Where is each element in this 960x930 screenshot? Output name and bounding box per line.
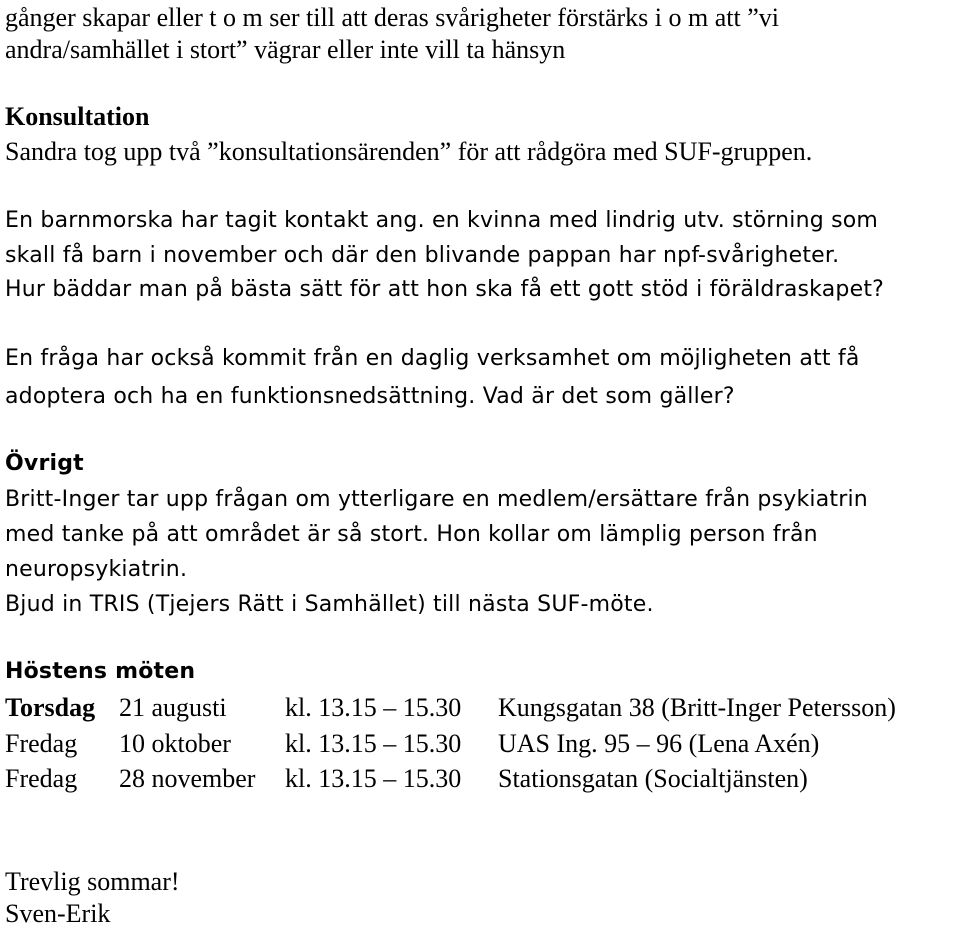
ovrigt-heading: Övrigt — [5, 451, 84, 476]
konsultation-intro: Sandra tog upp två ”konsultationsärenden” för att rådgöra med SUF-gruppen. — [5, 137, 813, 166]
case1-line-3: Hur bäddar man på bästa sätt för att hon ska få ett gott stöd i föräldraskapet? — [5, 277, 885, 302]
ovrigt-line-2: med tanke på att området är så stort. Hon kollar om lämplig person från — [5, 522, 818, 547]
meeting-place: Stationsgatan (Socialtjänsten) — [498, 764, 808, 793]
meeting-place: UAS Ing. 95 – 96 (Lena Axén) — [498, 729, 820, 758]
case1-line-1: En barnmorska har tagit kontakt ang. en kvinna med lindrig utv. störning som — [5, 208, 879, 233]
ovrigt-line-1: Britt-Inger tar upp frågan om ytterligare en medlem/ersättare från psykiatrin — [5, 487, 868, 512]
meetings-heading: Höstens möten — [5, 659, 196, 684]
meeting-time: kl. 13.15 – 15.30 — [285, 729, 462, 758]
meeting-time: kl. 13.15 – 15.30 — [285, 764, 462, 793]
tris-line: Bjud in TRIS (Tjejers Rätt i Samhället) till nästa SUF-möte. — [5, 592, 654, 617]
case1-line-2: skall få barn i november och där den blivande pappan har npf-svårigheter. — [5, 243, 840, 268]
case2-line-1: En fråga har också kommit från en daglig verksamhet om möjligheten att få — [5, 346, 860, 371]
meeting-date: 28 november — [119, 764, 256, 793]
signature: Sven-Erik — [5, 899, 111, 928]
meeting-day: Fredag — [5, 729, 78, 758]
meeting-day: Torsdag — [5, 693, 96, 722]
meeting-date: 21 augusti — [119, 693, 227, 722]
intro-line-1: gånger skapar eller t o m ser till att deras svårigheter förstärks i o m att ”vi — [5, 3, 779, 32]
konsultation-heading: Konsultation — [5, 102, 150, 131]
ovrigt-line-3: neuropsykiatrin. — [5, 557, 188, 582]
intro-line-2: andra/samhället i stort” vägrar eller inte vill ta hänsyn — [5, 35, 566, 64]
closing-greeting: Trevlig sommar! — [5, 867, 180, 896]
meeting-place: Kungsgatan 38 (Britt-Inger Petersson) — [498, 693, 896, 722]
meeting-time: kl. 13.15 – 15.30 — [285, 693, 462, 722]
case2-line-2: adoptera och ha en funktionsnedsättning. Vad är det som gäller? — [5, 384, 735, 409]
meeting-day: Fredag — [5, 764, 78, 793]
meeting-date: 10 oktober — [119, 729, 231, 758]
